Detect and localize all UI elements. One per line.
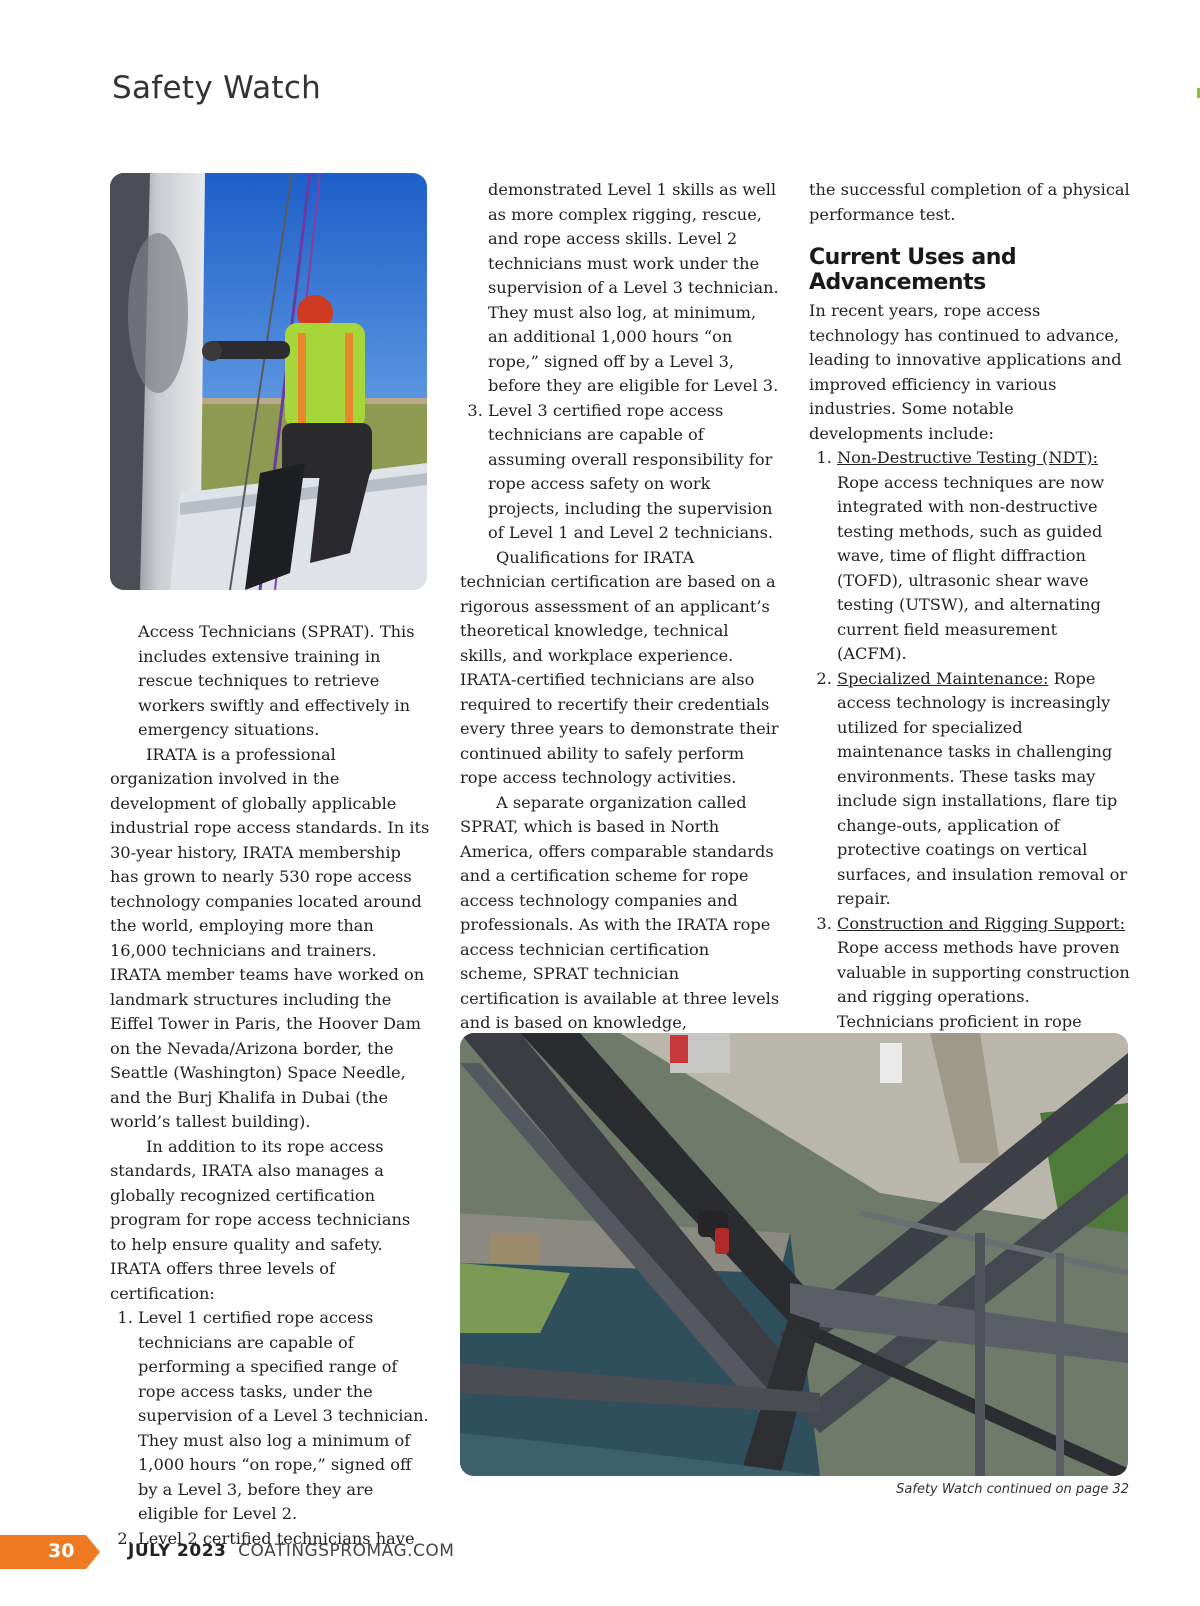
level-3-list [460, 399, 780, 546]
development-text: Rope access technology is increasingly utilized for specialized maintenance tasks in challenging environments. These tasks may include sign installations, flare tip change-outs, application of protective coatings on vertical surfaces, and insulation removal or repair. [837, 668, 1128, 908]
development-title: Non-Destructive Testing (NDT): [837, 448, 1099, 467]
paragraph-qualifications: Qualifications for IRATA technician certification are based on a rigorous assessment of an applicant’s theoretical knowledge, technical skills, and workplace experience. IRATA-certified technicians are also required to recertify their credentials every three years to demonstrate their continued ability to safely perform rope access technology activities. [460, 547, 779, 787]
development-text: Rope access techniques are now integrated with non-destructive testing methods, such as guided wave, time of flight diffraction (TOFD), ultrasonic shear wave testing (UTSW), and alternating current field measurement (ACFM). [837, 472, 1105, 663]
paragraph-sprat: A separate organization called SPRAT, which is based in North America, offers comparable standards and a certification scheme for rope access technology companies and professionals. As with the IRATA rope access technician certification scheme, SPRAT technician certification is available at three levels and is based on knowledge, [460, 792, 780, 1032]
column-3 [809, 178, 1131, 1108]
website: COATINGSPROMAG.COM [238, 1541, 455, 1561]
development-title: Specialized Maintenance: [837, 668, 1049, 688]
photo-technician-on-tank [110, 173, 427, 590]
page-number: 30 [48, 1540, 75, 1562]
level-3-item: 3. Level 3 certified rope access technicians are capable of assuming overall responsibility for rope access safety on work projects, including the supervision of Level 1 and Level 2 technicians. [488, 399, 780, 546]
column-2 [460, 178, 780, 1060]
development-text: Rope access methods have proven valuable in supporting construction and rigging operations. Technicians proficient in rope [837, 938, 1130, 1031]
paragraph-performance-test: the successful completion of a physical performance test. [809, 180, 1130, 224]
issue-date: JULY 2023 [128, 1541, 227, 1561]
paragraph-certification-program: In addition to its rope access standards, IRATA also manages a globally recognized certification program for rope access technicians to help ensure quality and safety. IRATA offers three levels of certification: [110, 1136, 411, 1303]
section-title: Safety Watch [112, 70, 322, 106]
development-item-ndt [837, 446, 1131, 667]
development-title: Construction and Rigging Support: [837, 913, 1126, 933]
subheading-current-uses: Current Uses and Advancements [809, 245, 1017, 295]
photo-bridge-truss [460, 1033, 1128, 1476]
paragraph-continued: Access Technicians (SPRAT). This includes extensive training in rescue techniques to retrieve workers swiftly and effectively in emergency situations. [138, 622, 415, 739]
developments-list [809, 446, 1131, 1108]
certification-levels-list [110, 1306, 430, 1551]
paragraph-recent-years: In recent years, rope access technology has continued to advance, leading to innovative applications and improved efficiency in various industries. Some notable developments include: [809, 301, 1122, 443]
continued-note: Safety Watch continued on page 32 [896, 1482, 1129, 1497]
footer-issue-line [128, 1541, 454, 1561]
paragraph-irata: IRATA is a professional organization involved in the development of globally applicable industrial rope access standards. In its 30-year history, IRATA membership has grown to nearly 530 rope access technology companies located around the world, employing more than 16,000 technicians and trainers. IRATA member teams have worked on landmark structures including the Eiffel Tower in Paris, the Hoover Dam on the Nevada/Arizona border, the Seattle (Washington) Space Needle, and the Burj Khalifa in Dubai (the world’s tallest building). [110, 744, 430, 1131]
column-1 [110, 620, 430, 1551]
level-2-item-start: 2. Level 2 certified technicians have [138, 1527, 430, 1552]
level-2-continued: demonstrated Level 1 skills as well as more complex rigging, rescue, and rope access skills. Level 2 technicians must work under the supervision of a Level 3 technician. They must also log, at minimum, an additional 1,000 hours “on rope,” signed off by a Level 3, before they are eligible for Level 3. [488, 180, 779, 395]
development-item-maintenance [837, 667, 1131, 912]
level-1-item: 1. Level 1 certified rope access technicians are capable of performing a specified range of rope access tasks, under the supervision of a Level 3 technician. They must also log a minimum of 1,000 hours “on rope,” signed off by a Level 3, before they are eligible for Level 2. [138, 1306, 430, 1527]
